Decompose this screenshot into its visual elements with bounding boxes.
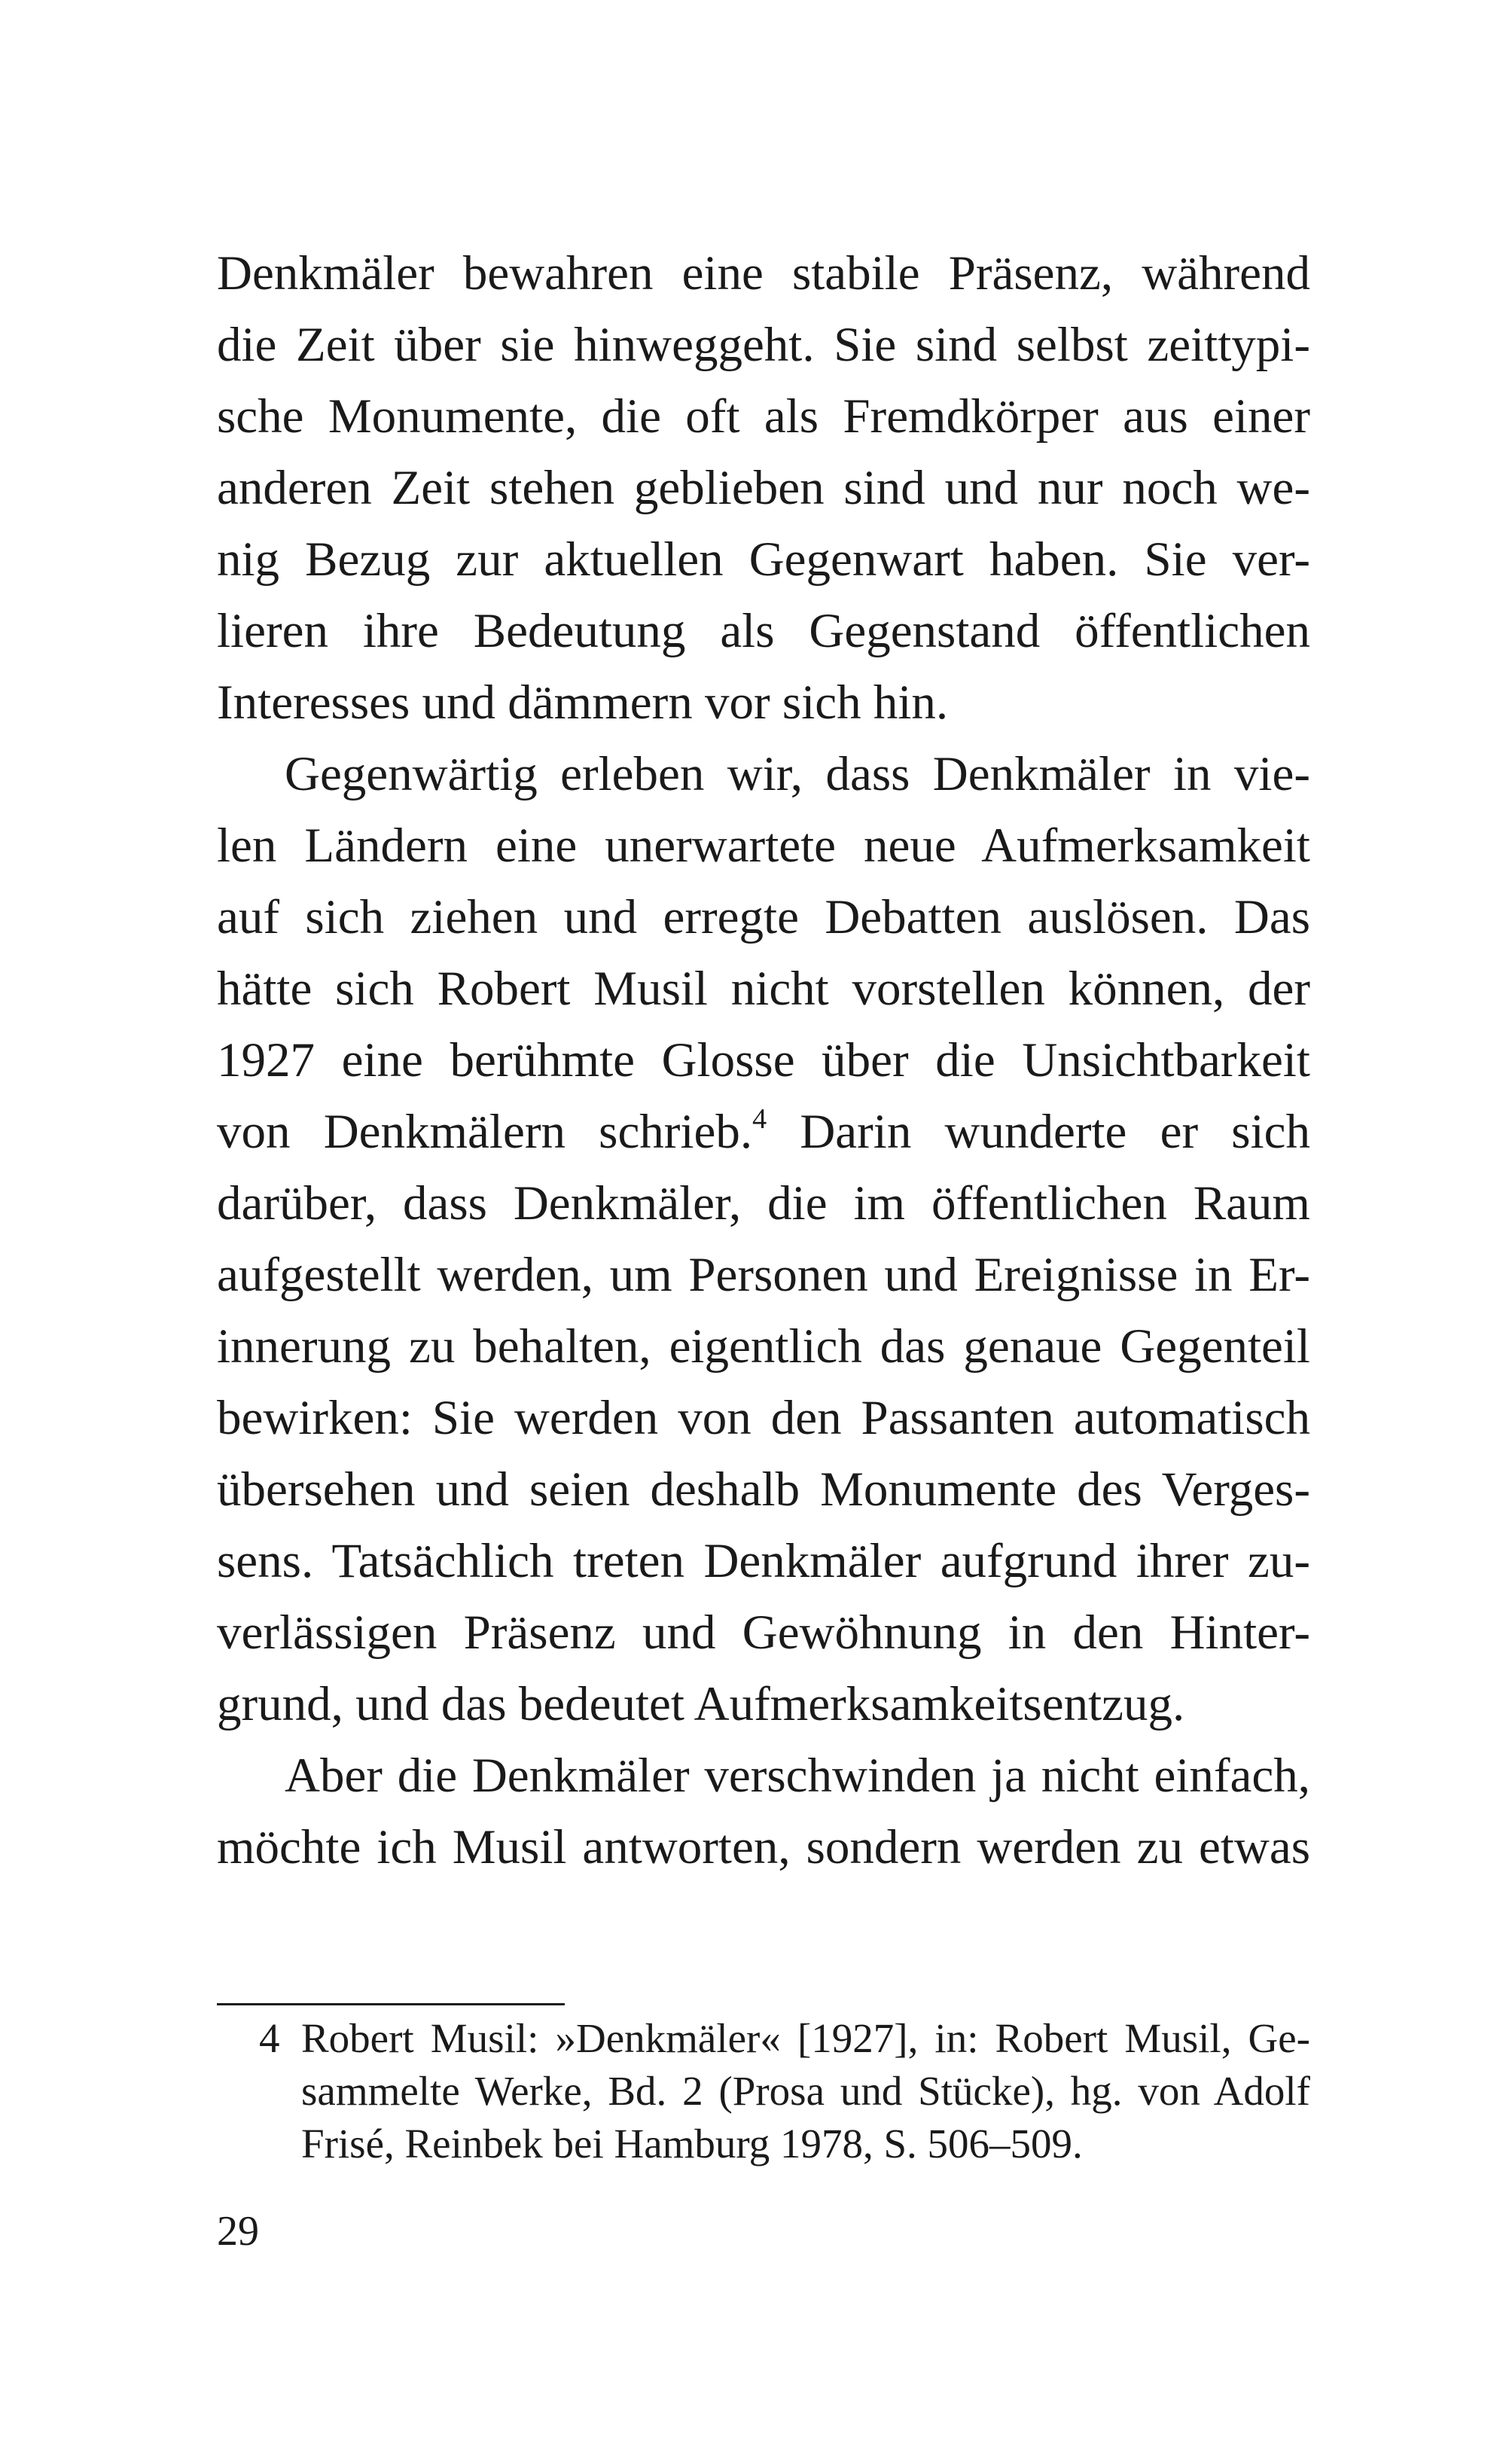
main-text xyxy=(217,238,1310,1883)
footnote-line: Frisé, Reinbek bei Hamburg 1978, S. 506–509. xyxy=(301,2121,1083,2167)
text-line: übersehen und seien deshalb Monumente des Verges- xyxy=(217,1462,1310,1517)
footnote-line: sammelte Werke, Bd. 2 (Prosa und Stücke), hg. von Adolf xyxy=(301,2068,1310,2114)
text-line: 1927 eine berühmte Glosse über die Unsichtbarkeit xyxy=(217,1033,1310,1087)
text-line: darüber, dass Denkmäler, die im öffentlichen Raum xyxy=(217,1176,1310,1230)
text-line: die Zeit über sie hinweggeht. Sie sind selbst zeittypi- xyxy=(217,318,1310,372)
footnote-text xyxy=(301,2012,1310,2170)
text-line: nig Bezug zur aktuellen Gegenwart haben. Sie ver- xyxy=(217,532,1310,587)
text-line: Gegenwärtig erleben wir, dass Denkmäler in vie- xyxy=(285,747,1310,801)
paragraph-3 xyxy=(217,1740,1310,1883)
text-line: auf sich ziehen und erregte Debatten auslösen. Das xyxy=(217,890,1310,944)
footnote-separator xyxy=(217,2003,565,2005)
footnote-number: 4 xyxy=(259,2015,280,2061)
page-number: 29 xyxy=(217,2208,259,2255)
text-segment: Darin wunderte er sich xyxy=(800,1105,1311,1159)
text-line: Aber die Denkmäler verschwinden ja nicht einfach, xyxy=(285,1749,1310,1803)
text-line: aufgestellt werden, um Personen und Ereignisse in Er- xyxy=(217,1248,1310,1302)
paragraph-1 xyxy=(217,238,1310,739)
text-line: verlässigen Präsenz und Gewöhnung in den Hinter- xyxy=(217,1606,1310,1660)
paragraph-2 xyxy=(217,739,1310,1740)
text-line xyxy=(217,1096,1310,1168)
footnote-line: Robert Musil: »Denkmäler« [1927], in: Robert Musil, Ge- xyxy=(301,2015,1310,2061)
text-line: lieren ihre Bedeutung als Gegenstand öffentlichen xyxy=(217,604,1310,658)
text-line: möchte ich Musil antworten, sondern werden zu etwas xyxy=(217,1820,1310,1874)
text-segment: von Denkmälern schrieb. xyxy=(217,1105,753,1159)
text-line: len Ländern eine unerwartete neue Aufmerksamkeit xyxy=(217,819,1310,873)
text-line: Interesses und dämmern vor sich hin. xyxy=(217,675,949,730)
footnote-reference[interactable]: 4 xyxy=(752,1103,767,1135)
text-line: sens. Tatsächlich treten Denkmäler aufgrund ihrer zu- xyxy=(217,1534,1310,1588)
text-line: innerung zu behalten, eigentlich das genaue Gegenteil xyxy=(217,1319,1310,1374)
text-line: grund, und das bedeutet Aufmerksamkeitsentzug. xyxy=(217,1677,1185,1731)
text-line: hätte sich Robert Musil nicht vorstellen können, der xyxy=(217,962,1310,1016)
text-line: sche Monumente, die oft als Fremdkörper aus einer xyxy=(217,389,1310,444)
text-line: Denkmäler bewahren eine stabile Präsenz, während xyxy=(217,246,1310,300)
text-line: anderen Zeit stehen geblieben sind und nur noch we- xyxy=(217,461,1310,515)
text-line: bewirken: Sie werden von den Passanten automatisch xyxy=(217,1391,1310,1445)
